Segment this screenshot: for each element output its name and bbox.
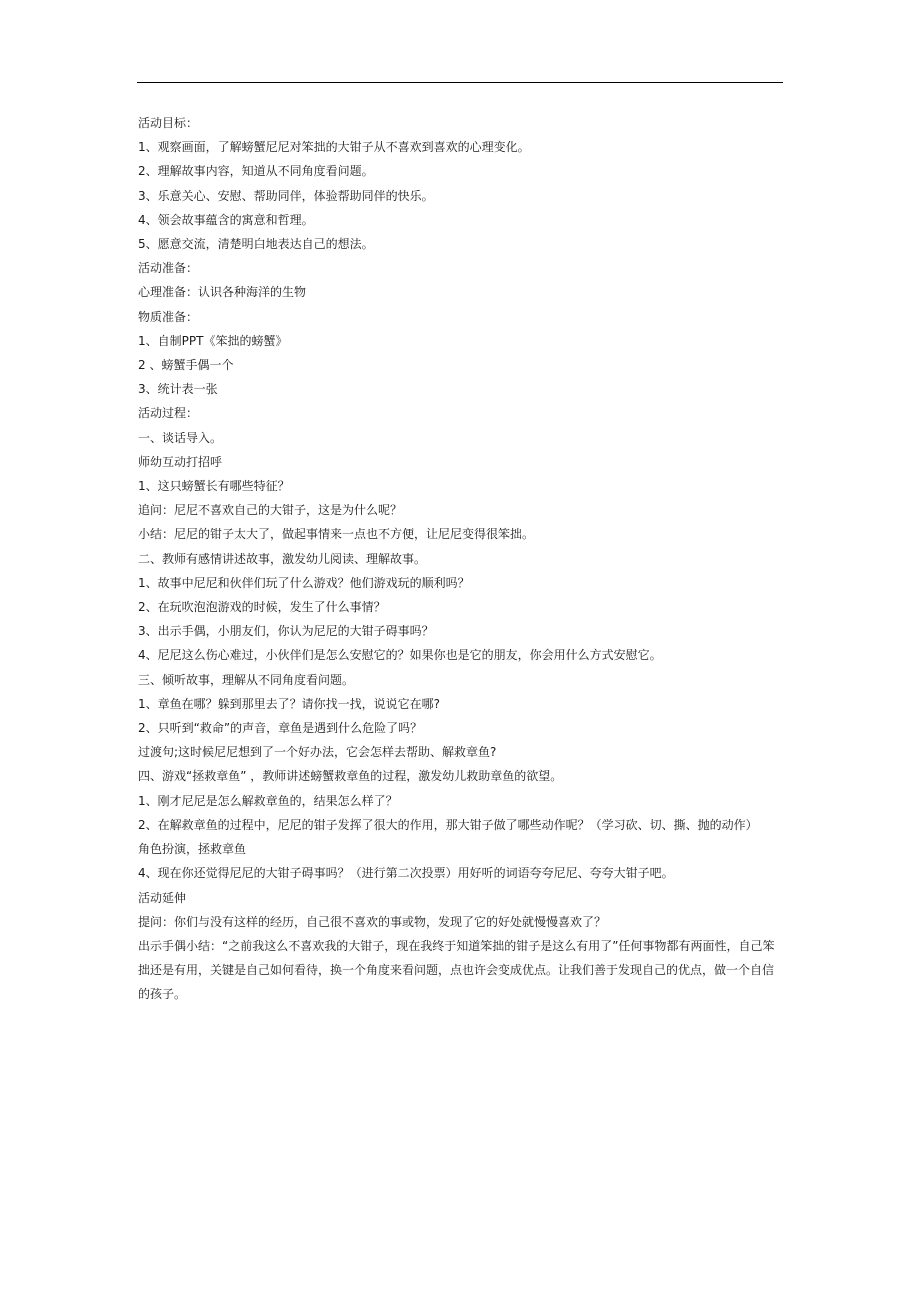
process-step-4-heading: 四、游戏“拯救章鱼” ，教师讲述螃蟹救章鱼的过程，激发幼儿救助章鱼的欲望。 <box>138 769 563 784</box>
header-rule <box>137 82 783 83</box>
process-question: 4、现在你还觉得尼尼的大钳子碍事吗？（进行第二次投票）用好听的词语夸夸尼尼、夸夸大钳子吧。 <box>138 866 674 881</box>
process-transition: 过渡句;这时候尼尼想到了一个好办法，它会怎样去帮助、解救章鱼? <box>138 745 497 760</box>
goal-item-4: 4、领会故事蕴含的寓意和哲理。 <box>138 212 314 227</box>
process-question: 2、在玩吹泡泡游戏的时候，发生了什么事情？ <box>138 600 386 615</box>
process-summary: 小结：尼尼的钳子太大了，做起事情来一点也不方便，让尼尼变得很笨拙。 <box>138 527 535 542</box>
process-question: 1、故事中尼尼和伙伴们玩了什么游戏？他们游戏玩的顺利吗？ <box>138 575 470 590</box>
process-text: 角色扮演，拯救章鱼 <box>138 842 247 857</box>
goal-item-2: 2、理解故事内容，知道从不同角度看问题。 <box>138 164 374 179</box>
process-step-3-heading: 三、倾听故事，理解从不同角度看问题。 <box>138 672 355 687</box>
process-question: 1、这只螃蟹长有哪些特征？ <box>138 479 290 494</box>
process-question: 2、只听到“救命”的声音，章鱼是遇到什么危险了吗？ <box>138 721 423 736</box>
material-item-2: 2 、螃蟹手偶一个 <box>138 358 234 373</box>
process-step-2-heading: 二、教师有感情讲述故事，激发幼儿阅读、理解故事。 <box>138 551 427 566</box>
material-item-3: 3、统计表一张 <box>138 382 218 397</box>
process-followup: 追问：尼尼不喜欢自己的大钳子，这是为什么呢？ <box>138 503 403 518</box>
process-question: 1、章鱼在哪？躲到那里去了？请你找一找，说说它在哪? <box>138 696 441 711</box>
section-heading-process: 活动过程： <box>138 406 199 421</box>
process-text: 师幼互动打招呼 <box>138 454 223 469</box>
process-question: 2、在解救章鱼的过程中，尼尼的钳子发挥了很大的作用，那大钳子做了哪些动作呢？（学习砍、切、撕、抛的动作） <box>138 817 758 832</box>
goal-item-5: 5、愿意交流，清楚明白地表达自己的想法。 <box>138 237 374 252</box>
document-body <box>138 111 784 1007</box>
process-step-1-heading: 一、谈话导入。 <box>138 430 223 445</box>
process-question: 4、尼尼这么伤心难过，小伙伴们是怎么安慰它的？如果你也是它的朋友，你会用什么方式安慰它。 <box>138 648 662 663</box>
goal-item-1: 1、观察画面，了解螃蟹尼尼对笨拙的大钳子从不喜欢到喜欢的心理变化。 <box>138 140 530 155</box>
section-heading-preparation: 活动准备： <box>138 261 199 276</box>
preparation-material-heading: 物质准备： <box>138 309 199 324</box>
material-item-1: 1、自制PPT《笨拙的螃蟹》 <box>138 333 288 348</box>
preparation-psychological: 心理准备：认识各种海洋的生物 <box>138 285 307 300</box>
extension-summary: 出示手偶小结：“之前我这么不喜欢我的大钳子，现在我终于知道笨拙的钳子是这么有用了”任何事物都有两面性，自己笨拙还是有用，关键是自己如何看待，换一个角度来看问题，点也许会变成优点。让我们善于发现自己的优点，做一个自信的孩子。 <box>138 938 775 1002</box>
section-heading-goals: 活动目标： <box>138 116 199 130</box>
process-question: 1、刚才尼尼是怎么解救章鱼的，结果怎么样了？ <box>138 793 398 808</box>
goal-item-3: 3、乐意关心、安慰、帮助同伴，体验帮助同伴的快乐。 <box>138 188 434 203</box>
process-question: 3、出示手偶，小朋友们，你认为尼尼的大钳子碍事吗？ <box>138 624 434 639</box>
section-heading-extension: 活动延伸 <box>138 890 187 905</box>
extension-question: 提问：你们与没有这样的经历，自己很不喜欢的事或物，发现了它的好处就慢慢喜欢了？ <box>138 914 607 929</box>
